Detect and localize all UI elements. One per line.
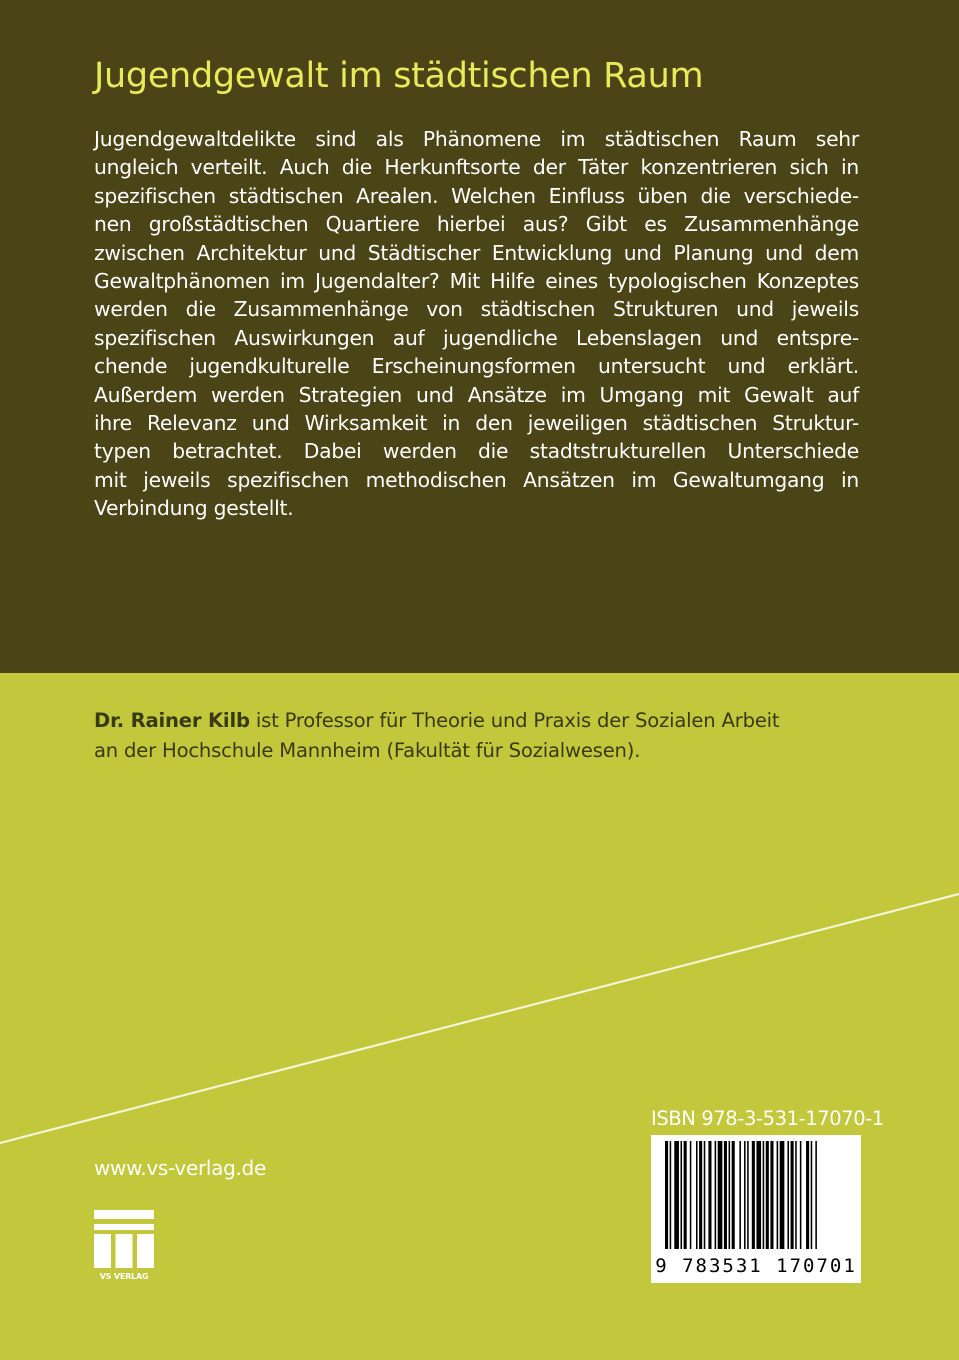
barcode-bar [690,1141,692,1249]
publisher-logo [94,1210,154,1286]
barcode-bar [795,1141,797,1249]
author-bio-text: ist Professor für Theorie und Praxis der Sozialen Arbeit [249,709,780,732]
author-bio [94,706,859,766]
barcode [651,1135,861,1283]
barcode-bar [724,1141,727,1249]
barcode-bar [811,1141,813,1249]
description-line: Gewaltphänomen im Jugendalter? Mit Hilfe eines typologischen Konzeptes [94,268,859,293]
isbn: ISBN 978-3-531-17070-1 [651,1107,884,1130]
barcode-bar [681,1141,683,1249]
description-line: typen betrachtet. Dabei werden die stadtstrukturellen Unterschiede [94,439,859,464]
author-bio-line [94,706,859,736]
author-name: Dr. Rainer Kilb [94,709,250,732]
barcode-bar [791,1141,794,1249]
barcode-bar [744,1141,746,1249]
barcode-digits: 9 783531 170701 [655,1255,857,1277]
description-line: mit jeweils spezifischen methodischen Ansätzen im Gewaltumgang in [94,467,859,492]
description-line: spezifischen städtischen Arealen. Welchen Einfluss üben die verschiede- [94,183,859,208]
barcode-bar [806,1141,809,1249]
barcode-bar [715,1141,717,1249]
barcode-bar [815,1141,817,1249]
publisher-website: www.vs-verlag.de [94,1156,266,1180]
barcode-bars [651,1135,861,1255]
barcode-bar [729,1141,731,1249]
description-line: ungleich verteilt. Auch die Herkunftsorte der Täter konzentrieren sich in [94,155,859,180]
barcode-bar [665,1141,668,1249]
barcode-bar [752,1141,755,1249]
barcode-bar [777,1141,779,1249]
barcode-bar [756,1141,761,1249]
description-line: Verbindung gestellt. [94,496,294,521]
barcode-bar [718,1141,723,1249]
description-line: Außerdem werden Strategien und Ansätze im Umgang mit Gewalt auf [94,382,859,407]
barcode-bar [780,1141,785,1249]
description-line: chende jugendkulturelle Erscheinungsformen untersucht und erklärt. [94,354,859,379]
description-line: nen großstädtischen Quartiere hierbei aus? Gibt es Zusammenhänge [94,212,859,237]
publisher-logo-text: VS VERLAG [99,1272,149,1281]
barcode-bar [699,1141,702,1249]
barcode-bar [747,1141,749,1249]
barcode-bar [739,1141,741,1249]
author-bio-line: an der Hochschule Mannheim (Fakultät für Sozialwesen). [94,739,641,762]
book-description [94,125,859,522]
description-line: werden die Zusammenhänge von städtischen Strukturen und jeweils [94,297,859,322]
description-line: ihre Relevanz und Wirksamkeit in den jeweiligen städtischen Struktur- [94,410,859,435]
description-line: spezifischen Auswirkungen auf jugendliche Lebenslagen und entspre- [94,325,859,350]
barcode-bar [766,1141,769,1249]
barcode-bar [770,1141,773,1249]
description-line: Jugendgewaltdelikte sind als Phänomene im städtischen Raum sehr [94,127,859,151]
barcode-bar [787,1141,789,1249]
description-line: zwischen Architektur und Städtischer Entwicklung und Planung und dem [94,240,859,265]
barcode-bar [704,1141,706,1249]
barcode-bar [732,1141,735,1249]
barcode-bar [684,1141,687,1249]
barcode-bar [670,1141,672,1249]
publisher-logo-icon [94,1210,154,1270]
book-title: Jugendgewalt im städtischen Raum [94,56,704,96]
barcode-bar [763,1141,765,1249]
barcode-bar [800,1141,802,1249]
barcode-bar [708,1141,711,1249]
barcode-bar [674,1141,679,1249]
barcode-bar [696,1141,698,1249]
